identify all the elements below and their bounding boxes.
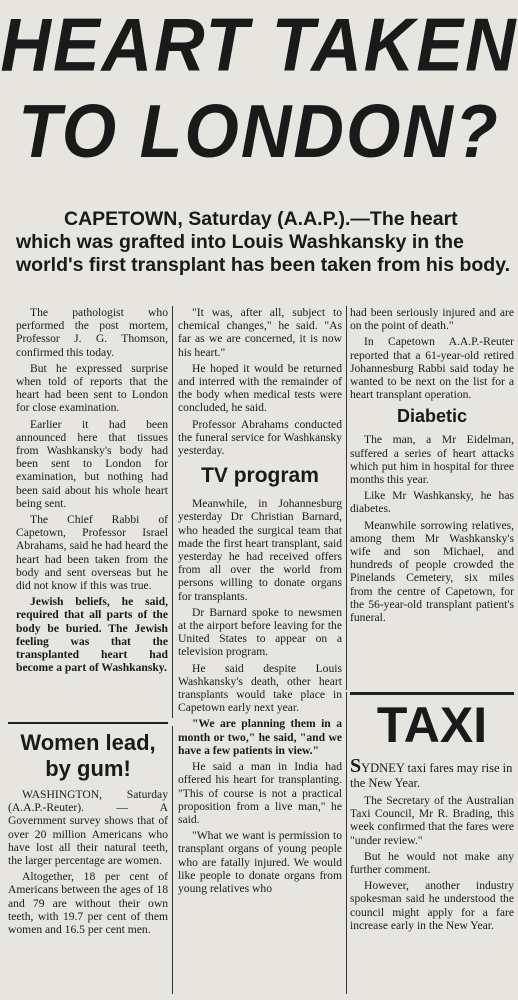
body-paragraph: "What we want is permission to transplant organs of young people who are fatally injured. We would like people to donate organs from young relatives who <box>178 829 342 895</box>
body-paragraph: However, another industry spokesman said he understood the council might apply for a fare increase early in the New Year. <box>350 879 514 932</box>
taxi-dropcap: S <box>350 755 362 777</box>
body-paragraph: Like Mr Washkansky, he has diabetes. <box>350 489 514 516</box>
body-paragraph: He hoped it would be returned and interred with the remainder of the body when medical tests were concluded, he said. <box>178 361 342 415</box>
body-paragraph-bold: "We are planning them in a month or two," he said, "and we have a few patients in view." <box>178 717 342 757</box>
women-lead-body <box>8 788 168 936</box>
headline-line-1: HEART TAKEN <box>0 2 518 87</box>
women-heading-line-1: Women lead, <box>20 730 156 755</box>
body-paragraph: Altogether, 18 per cent of Americans between the ages of 18 and 79 are without their own teeth, with 19.7 per cent of them women and 16.5 per cent men. <box>8 870 168 937</box>
taxi-article <box>350 692 514 932</box>
lede-paragraph: CAPETOWN, Saturday (A.A.P.).—The heart which was grafted into Louis Washkansky in the world's first transplant has been taken from his body. <box>16 208 511 276</box>
body-paragraph: He said despite Louis Washkansky's death, other heart transplants would take place in Capetown early next year. <box>178 661 342 715</box>
women-lead-heading <box>8 722 168 782</box>
column-rule <box>172 726 173 994</box>
body-paragraph: Meanwhile, in Johannesburg yesterday Dr Christian Barnard, who headed the surgical team that made the first heart transplant, said yesterday he had received offers from all over the world from persons willing to donate organs for transplants. <box>178 497 342 603</box>
body-paragraph: Earlier it had been announced here that tissues from Washkansky's body had been sent to London for examination, but nothing had been said about his whole heart being sent. <box>16 417 168 510</box>
women-heading-line-2: by gum! <box>45 756 131 781</box>
headline <box>0 2 518 175</box>
taxi-lead <box>350 755 514 791</box>
body-paragraph: had been seriously injured and are on the point of death." <box>350 306 514 333</box>
body-paragraph: The man, a Mr Eidelman, suffered a series of heart attacks which put him in hospital for three months this year. <box>350 433 514 487</box>
diabetic-heading: Diabetic <box>396 406 468 427</box>
body-paragraph: But he expressed surprise when told of reports that the heart had been sent to London for close examination. <box>16 361 168 415</box>
headline-line-2: TO LONDON? <box>18 89 500 174</box>
body-paragraph: In Capetown A.A.P.-Reuter reported that a 61-year-old retired Johannesburg Rabbi said today he wanted to be next on the list for a heart transplant operation. <box>350 335 514 402</box>
body-paragraph: Professor Abrahams conducted the funeral service for Washkansky yesterday. <box>178 417 342 458</box>
column-rule <box>346 306 347 690</box>
body-paragraph: He said a man in India had offered his heart for transplanting. "This of course is not a practical proposition from a live man," he said. <box>178 760 342 826</box>
body-paragraph: The Chief Rabbi of Capetown, Professor Israel Abrahams, said he had heard the heart had been taken from the body and sent overseas but he did not know if this was true. <box>16 513 168 593</box>
body-paragraph: The pathologist who performed the post mortem, Professor J. G. Thomson, confirmed this today. <box>16 306 168 359</box>
column-rule <box>346 692 347 994</box>
column-2 <box>178 306 342 898</box>
taxi-lead-text: YDNEY taxi fares may rise in the New Year. <box>350 761 513 790</box>
women-lead-article <box>8 722 168 939</box>
taxi-heading: TAXI <box>350 692 514 753</box>
body-paragraph: Dr Barnard spoke to newsmen at the airport before leaving for the United States to appear on a television program. <box>178 605 342 659</box>
column-3 <box>350 306 514 627</box>
body-paragraph: WASHINGTON, Saturday (A.A.P.-Reuter). — A Government survey shows that of over 20 million Americans who have lost all their natural teeth, the larger percentage are women. <box>8 788 168 868</box>
body-paragraph-bold: Jewish beliefs, he said, required that all parts of the body be buried. The Jewish feeling was that the transplanted heart had become a part of Washkansky. <box>16 595 168 675</box>
body-paragraph: The Secretary of the Australian Taxi Council, Mr R. Brading, this week confirmed that the fares were "under review." <box>350 794 514 847</box>
body-paragraph: "It was, after all, subject to chemical changes," he said. "As far as we are concerned, it is now his heart." <box>178 306 342 359</box>
tv-program-heading: TV program <box>201 464 319 488</box>
column-1 <box>16 306 168 677</box>
body-paragraph: But he would not make any further comment. <box>350 849 514 877</box>
column-rule <box>172 306 173 718</box>
body-paragraph: Meanwhile sorrowing relatives, among them Mr Washkansky's wife and son Michael, and hundreds of people crowded the Pinelands Cemetery, six miles from the centre of Capetown, for the 56-year-old transplant patient's funeral. <box>350 518 514 625</box>
